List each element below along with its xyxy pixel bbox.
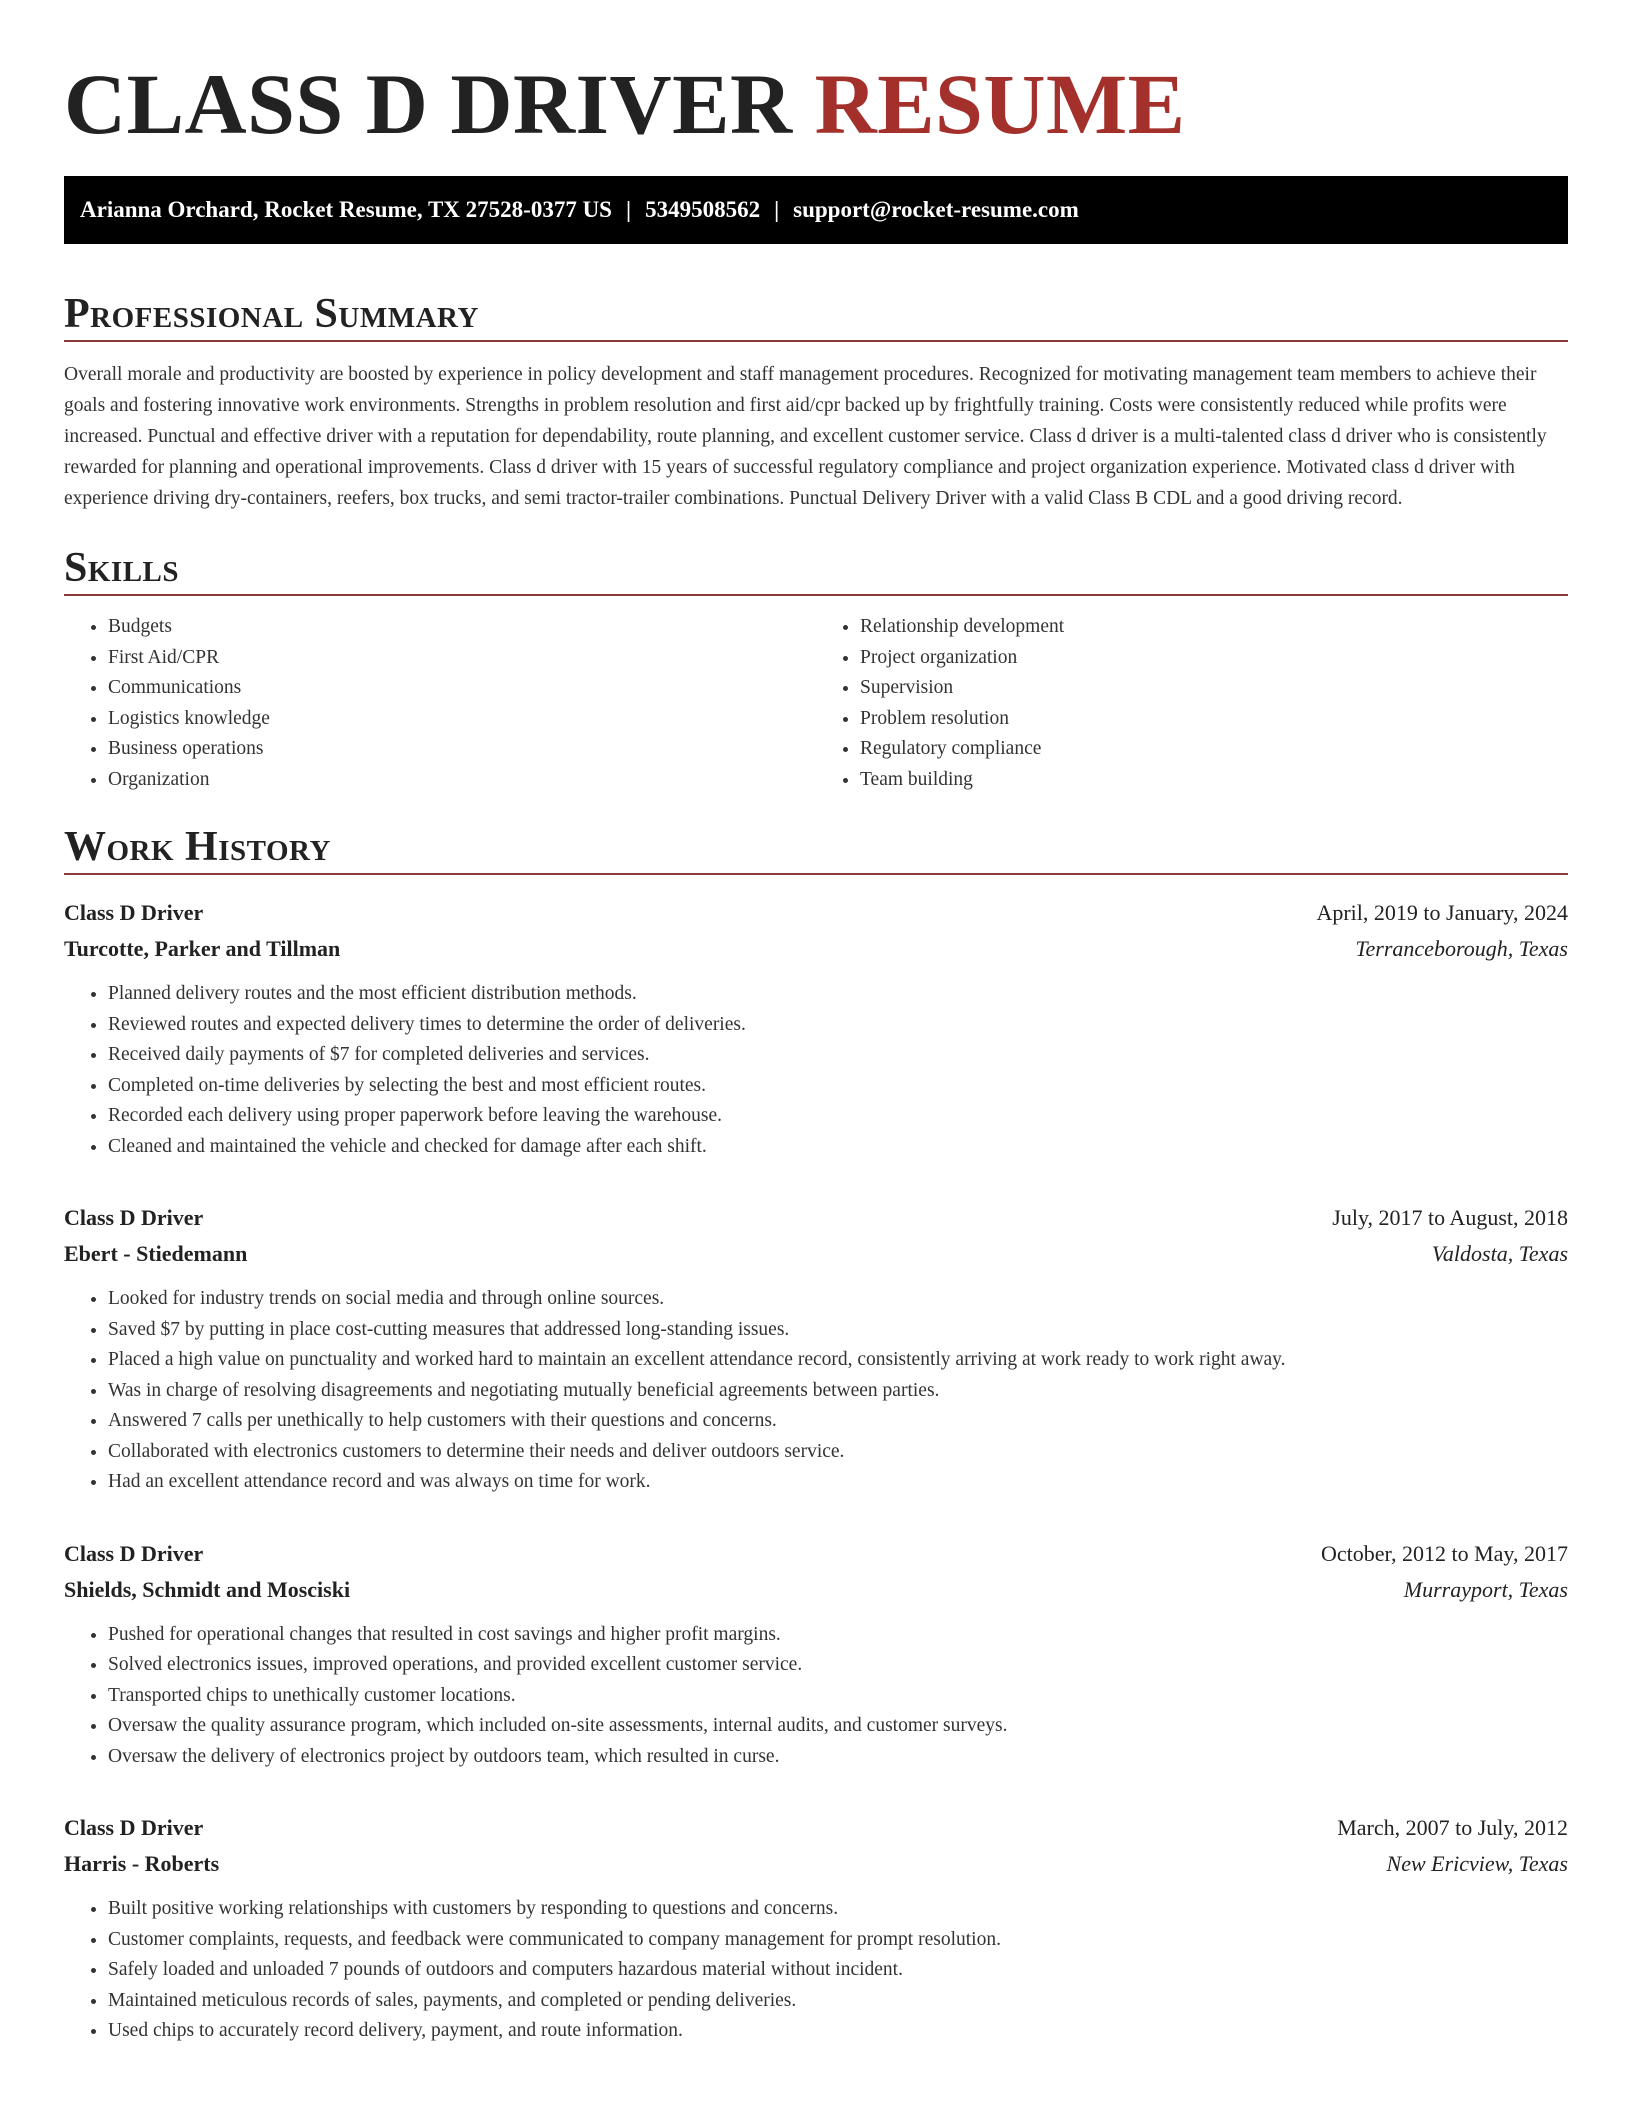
job-company: Turcotte, Parker and Tillman: [64, 936, 341, 961]
job-duty: • Answered 7 calls per unethically to help customers with their questions and concerns.: [108, 1406, 1568, 1437]
skill-item: • Project organization: [860, 643, 1568, 674]
job-location: New Ericview, Texas: [1386, 1851, 1568, 1876]
job-duties: [64, 1284, 1568, 1498]
job-duty: • Pushed for operational changes that resulted in cost savings and higher profit margins.: [108, 1620, 1568, 1651]
contact-separator: |: [774, 197, 780, 222]
job-header-row: [64, 1810, 1568, 1846]
skill-item: • Supervision: [860, 673, 1568, 704]
skills-list: [64, 612, 1568, 795]
job-company-row: [64, 931, 1568, 967]
skill-item: • Logistics knowledge: [108, 704, 816, 735]
job-dates: July, 2017 to August, 2018: [1332, 1205, 1568, 1230]
job-company: Harris - Roberts: [64, 1851, 220, 1876]
contact-phone: 5349508562: [645, 197, 761, 222]
job-duty: • Placed a high value on punctuality and worked hard to maintain an excellent attendance record, consistently arriving at work ready to work right away.: [108, 1345, 1568, 1376]
job-duty: • Saved $7 by putting in place cost-cutting measures that addressed long-standing issues.: [108, 1315, 1568, 1346]
skill-item: • Budgets: [108, 612, 816, 643]
job-duty: • Collaborated with electronics customers to determine their needs and deliver outdoors service.: [108, 1437, 1568, 1468]
contact-separator: |: [625, 197, 632, 222]
job-duty: • Customer complaints, requests, and feedback were communicated to company management for prompt resolution.: [108, 1925, 1568, 1956]
job-company: Ebert - Stiedemann: [64, 1241, 248, 1266]
work-history-heading: Work History: [64, 824, 331, 870]
job-header-row: [64, 895, 1568, 931]
skill-item: • Organization: [108, 765, 816, 796]
skill-item: • Regulatory compliance: [860, 734, 1568, 765]
job-duty: • Cleaned and maintained the vehicle and checked for damage after each shift.: [108, 1132, 1568, 1163]
section-divider: [64, 873, 1568, 875]
job-duty: • Completed on-time deliveries by selecting the best and most efficient routes.: [108, 1071, 1568, 1102]
job-duty: • Used chips to accurately record delivery, payment, and route information.: [108, 2016, 1568, 2047]
job-duty: • Built positive working relationships with customers by responding to questions and concerns.: [108, 1894, 1568, 1925]
section-divider: [64, 340, 1568, 342]
job-duty: • Safely loaded and unloaded 7 pounds of outdoors and computers hazardous material without incident.: [108, 1955, 1568, 1986]
job-entry: [64, 1200, 1568, 1498]
job-location: Murrayport, Texas: [1403, 1576, 1568, 1602]
skill-item: • Business operations: [108, 734, 816, 765]
job-duties: [64, 1620, 1568, 1773]
resume-title: [64, 0, 1568, 154]
contact-bar: [64, 176, 1568, 244]
skill-item: • First Aid/CPR: [108, 643, 816, 674]
job-header-row: [64, 1536, 1568, 1572]
skills-heading: Skills: [64, 545, 180, 591]
skill-item: • Relationship development: [860, 612, 1568, 643]
job-duty: • Received daily payments of $7 for completed deliveries and services.: [108, 1040, 1568, 1071]
title-main: CLASS D DRIVER: [64, 56, 815, 152]
job-duty: • Oversaw the delivery of electronics project by outdoors team, which resulted in curse.: [108, 1742, 1568, 1773]
job-duty: • Maintained meticulous records of sales, payments, and completed or pending deliveries.: [108, 1986, 1568, 2017]
job-duty: • Oversaw the quality assurance program, which included on-site assessments, internal audits, and customer surveys.: [108, 1711, 1568, 1742]
job-title: Class D Driver: [64, 900, 204, 925]
contact-email[interactable]: support@rocket-resume.com: [793, 197, 1079, 222]
skill-item: • Team building: [860, 765, 1568, 796]
contact-address: Arianna Orchard, Rocket Resume, TX 27528-0377 US: [80, 197, 612, 222]
job-duties: [64, 979, 1568, 1162]
skills-column-left: [64, 612, 816, 795]
skill-item: • Communications: [108, 673, 816, 704]
job-duty: • Planned delivery routes and the most efficient distribution methods.: [108, 979, 1568, 1010]
job-header-row: [64, 1200, 1568, 1236]
job-entry: [64, 1536, 1568, 1773]
job-duty: • Looked for industry trends on social media and through online sources.: [108, 1284, 1568, 1315]
summary-text: Overall morale and productivity are boosted by experience in policy development and staff management procedures. Recognized for motivating management team members to achieve their goals and fostering innovative work environments. Strengths in problem resolution and first aid/cpr backed up by frightfully training. Costs were consistently reduced while profits were increased. Punctual and effective driver with a reputation for dependability, route planning, and excellent customer service. Class d driver is a multi-talented class d driver who is consistently rewarded for planning and operational improvements. Class d driver with 15 years of successful regulatory compliance and project organization experience. Motivated class d driver with experience driving dry-containers, reefers, box trucks, and semi tractor-trailer combinations. Punctual Delivery Driver with a valid Class B CDL and a good driving record.: [64, 364, 1547, 509]
job-duty: • Recorded each delivery using proper paperwork before leaving the warehouse.: [108, 1101, 1568, 1132]
job-entry: [64, 1810, 1568, 2047]
job-duty: • Was in charge of resolving disagreements and negotiating mutually beneficial agreements between parties.: [108, 1376, 1568, 1407]
title-accent: RESUME: [814, 56, 1186, 152]
job-title: Class D Driver: [64, 1540, 204, 1566]
job-dates: April, 2019 to January, 2024: [1316, 900, 1568, 925]
job-dates: October, 2012 to May, 2017: [1321, 1540, 1568, 1566]
job-company: Shields, Schmidt and Mosciski: [64, 1576, 351, 1602]
job-duty: • Had an excellent attendance record and was always on time for work.: [108, 1467, 1568, 1498]
summary-heading: Professional Summary: [64, 291, 479, 337]
section-divider: [64, 594, 1568, 596]
job-entry: [64, 895, 1568, 1162]
skills-column-right: [816, 612, 1568, 795]
job-company-row: [64, 1572, 1568, 1608]
job-dates: March, 2007 to July, 2012: [1337, 1815, 1568, 1840]
job-duty: • Solved electronics issues, improved operations, and provided excellent customer service.: [108, 1650, 1568, 1681]
job-title: Class D Driver: [64, 1815, 204, 1840]
job-duties: [64, 1894, 1568, 2047]
job-location: Valdosta, Texas: [1431, 1241, 1568, 1266]
job-duty: • Transported chips to unethically customer locations.: [108, 1681, 1568, 1712]
job-company-row: [64, 1846, 1568, 1882]
skill-item: • Problem resolution: [860, 704, 1568, 735]
job-company-row: [64, 1236, 1568, 1272]
job-location: Terranceborough, Texas: [1355, 936, 1568, 961]
job-title: Class D Driver: [64, 1205, 204, 1230]
job-duty: • Reviewed routes and expected delivery times to determine the order of deliveries.: [108, 1010, 1568, 1041]
